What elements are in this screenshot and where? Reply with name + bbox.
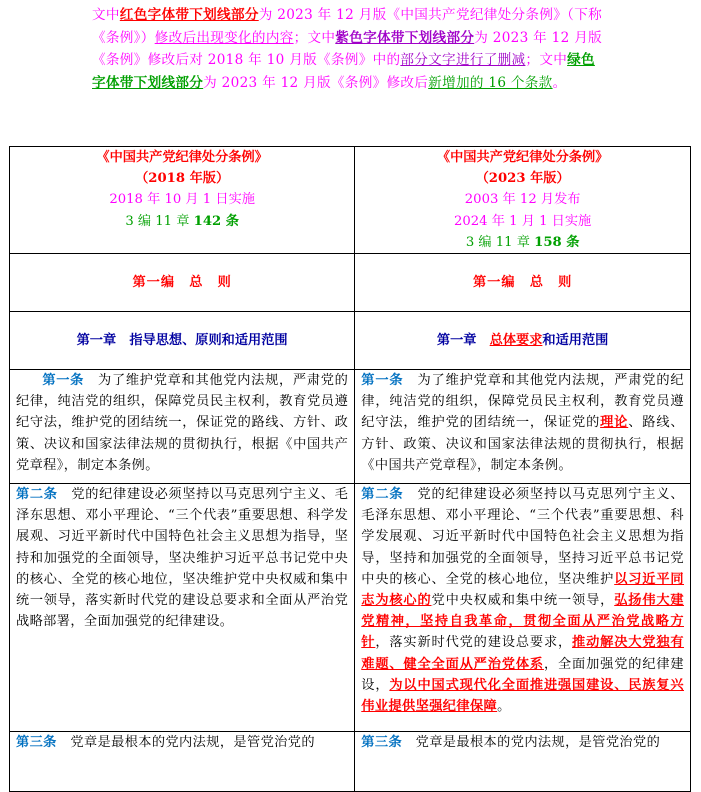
right-header-date-effective: 2024 年 1 月 1 日实施 bbox=[454, 213, 592, 229]
article-number: 第三条 bbox=[361, 735, 403, 751]
chapter-row bbox=[10, 312, 691, 370]
article-number: 第一条 bbox=[42, 373, 85, 389]
legend-text: ；文中 bbox=[293, 29, 336, 46]
left-header-edition: （2018 年版） bbox=[135, 171, 230, 187]
legend-paragraph bbox=[92, 4, 607, 94]
left-part-cell bbox=[10, 254, 355, 312]
article-text: 党的纪律建设必须坚持以马克思列宁主义、毛泽东思想、邓小平理论、“三个代表”重要思想、科学发展观、习近平新时代中国特色社会主义思想为指导，坚持和加强党的全面领导，坚决维护习近平总书记党中央的核心、全党的核心地位，坚决维护党中央权威和集中统一领导，落实新时代党的建设总要求和全面从严治党战略部署，全面加强党的纪律建设。 bbox=[16, 487, 349, 630]
chapter-suffix: 和适用范围 bbox=[542, 332, 609, 348]
right-header-edition: （2023 年版） bbox=[475, 171, 570, 187]
article-number: 第二条 bbox=[16, 487, 58, 503]
part-title: 第一编 总 则 bbox=[472, 274, 573, 290]
article-number: 第二条 bbox=[361, 487, 404, 503]
table-header-row bbox=[10, 147, 691, 254]
legend-purple-label: 紫色字体带下划线部分 bbox=[335, 29, 475, 46]
article-changed: 理论 bbox=[600, 415, 629, 431]
article-text: 党章是最根本的党内法规，是管党治党的 bbox=[402, 735, 661, 751]
legend-deleted-text: 部分文字进行了删减 bbox=[400, 52, 526, 68]
right-chapter-cell bbox=[355, 312, 691, 370]
article-text: ，落实新时代党的建设总要求， bbox=[375, 635, 573, 651]
right-part-cell bbox=[355, 254, 691, 312]
article-changed: 弘扬伟大建党精神，坚持自我革命，贯彻全面从严治党战略方针 bbox=[361, 593, 685, 651]
right-header-title: 《中国共产党纪律处分条例》 bbox=[436, 150, 609, 165]
legend-text: 为 2023 年 12 月版《中国共产党纪律处分条例》（下称《条例》） bbox=[92, 7, 602, 46]
count-number: 158 条 bbox=[534, 234, 580, 250]
right-header-date-issued: 2003 年 12 月发布 bbox=[464, 192, 581, 208]
left-header-title: 《中国共产党纪律处分条例》 bbox=[96, 150, 268, 165]
legend-changed-text: 修改后出现变化的内容 bbox=[154, 29, 294, 46]
article-3-row bbox=[10, 732, 691, 792]
legend-green-label: 绿色字体带下划线部分 bbox=[92, 52, 595, 91]
left-article-3 bbox=[10, 732, 355, 792]
article-text: 为了维护党章和其他党内法规，严肃党的纪律，纯洁党的组织，保障党员民主权利，教育党员遵纪守法，维护党的团结统一，保证党的 bbox=[361, 373, 684, 431]
left-header-count bbox=[16, 211, 348, 232]
article-text: 、路线、方针、政策、决议和国家法律法规的贯彻执行，根据《中国共产党章程》，制定本条例。 bbox=[361, 415, 684, 473]
article-1-row bbox=[10, 370, 691, 484]
comparison-table bbox=[9, 146, 691, 792]
article-text: 党章是最根本的党内法规，是管党治党的 bbox=[56, 735, 315, 751]
chapter-title bbox=[437, 333, 608, 348]
left-article-2 bbox=[10, 484, 355, 732]
article-text: 党的纪律建设必须坚持以马克思列宁主义、毛泽东思想、邓小平理论、“三个代表”重要思想、科学发展观、习近平新时代中国特色社会主义思想为指导，坚持和加强党的全面领导，坚持习近平总书记党中央的核心、全党的核心地位，坚决维护 bbox=[361, 487, 684, 587]
article-changed: 推动解决大党独有难题、健全全面从严治党体系 bbox=[361, 635, 684, 672]
count-prefix: 3 编 11 章 bbox=[125, 213, 194, 229]
legend-text: 文中 bbox=[92, 7, 120, 23]
right-header-count bbox=[361, 232, 684, 253]
chapter-title: 第一章 指导思想、原则和适用范围 bbox=[76, 332, 288, 348]
article-number: 第一条 bbox=[361, 373, 404, 389]
article-text: 党中央权威和集中统一领导， bbox=[431, 593, 615, 609]
legend-text: 为 2023 年 12 月版《条例》修改后对 2018 年 10 月版《条例》中的 bbox=[92, 29, 602, 68]
legend-text: ；文中 bbox=[525, 52, 568, 68]
legend-new-text: 新增加的 16 个条款 bbox=[428, 74, 553, 91]
count-prefix: 3 编 11 章 bbox=[465, 234, 535, 250]
chapter-changed: 总体要求 bbox=[489, 332, 543, 348]
part-title: 第一编 总 则 bbox=[132, 274, 232, 290]
right-article-1 bbox=[355, 370, 691, 484]
article-changed: 为以中国式现代化全面推进强国建设、民族复兴伟业提供坚强纪律保障 bbox=[361, 677, 684, 715]
article-2-row bbox=[10, 484, 691, 732]
article-text: 。 bbox=[497, 699, 511, 715]
part-row bbox=[10, 254, 691, 312]
count-number: 142 条 bbox=[193, 213, 239, 229]
left-header-date: 2018 年 10 月 1 日实施 bbox=[109, 192, 255, 208]
chapter-prefix: 第一章 bbox=[436, 332, 490, 348]
article-text: 为了维护党章和其他党内法规，严肃党的纪律，纯洁党的组织，保障党员民主权利，教育党员遵纪守法，维护党的团结统一，保证党的路线、方针、政策、决议和国家法律法规的贯彻执行，根据《中国共产党章程》，制定本条例。 bbox=[16, 373, 349, 473]
right-article-3 bbox=[355, 732, 691, 792]
left-chapter-cell bbox=[10, 312, 355, 370]
article-number: 第三条 bbox=[16, 735, 57, 751]
article-text: ，全面加强党的纪律建设， bbox=[361, 656, 685, 693]
legend-text: 。 bbox=[552, 74, 567, 91]
left-article-1 bbox=[10, 370, 355, 484]
right-header-cell bbox=[355, 147, 691, 254]
legend-text: 为 2023 年 12 月版《条例》修改后 bbox=[203, 74, 429, 91]
article-changed: 以习近平同志为核心的 bbox=[361, 571, 684, 609]
right-article-2 bbox=[355, 484, 691, 732]
legend-red-label: 红色字体带下划线部分 bbox=[119, 7, 259, 23]
left-header-cell bbox=[10, 147, 355, 254]
